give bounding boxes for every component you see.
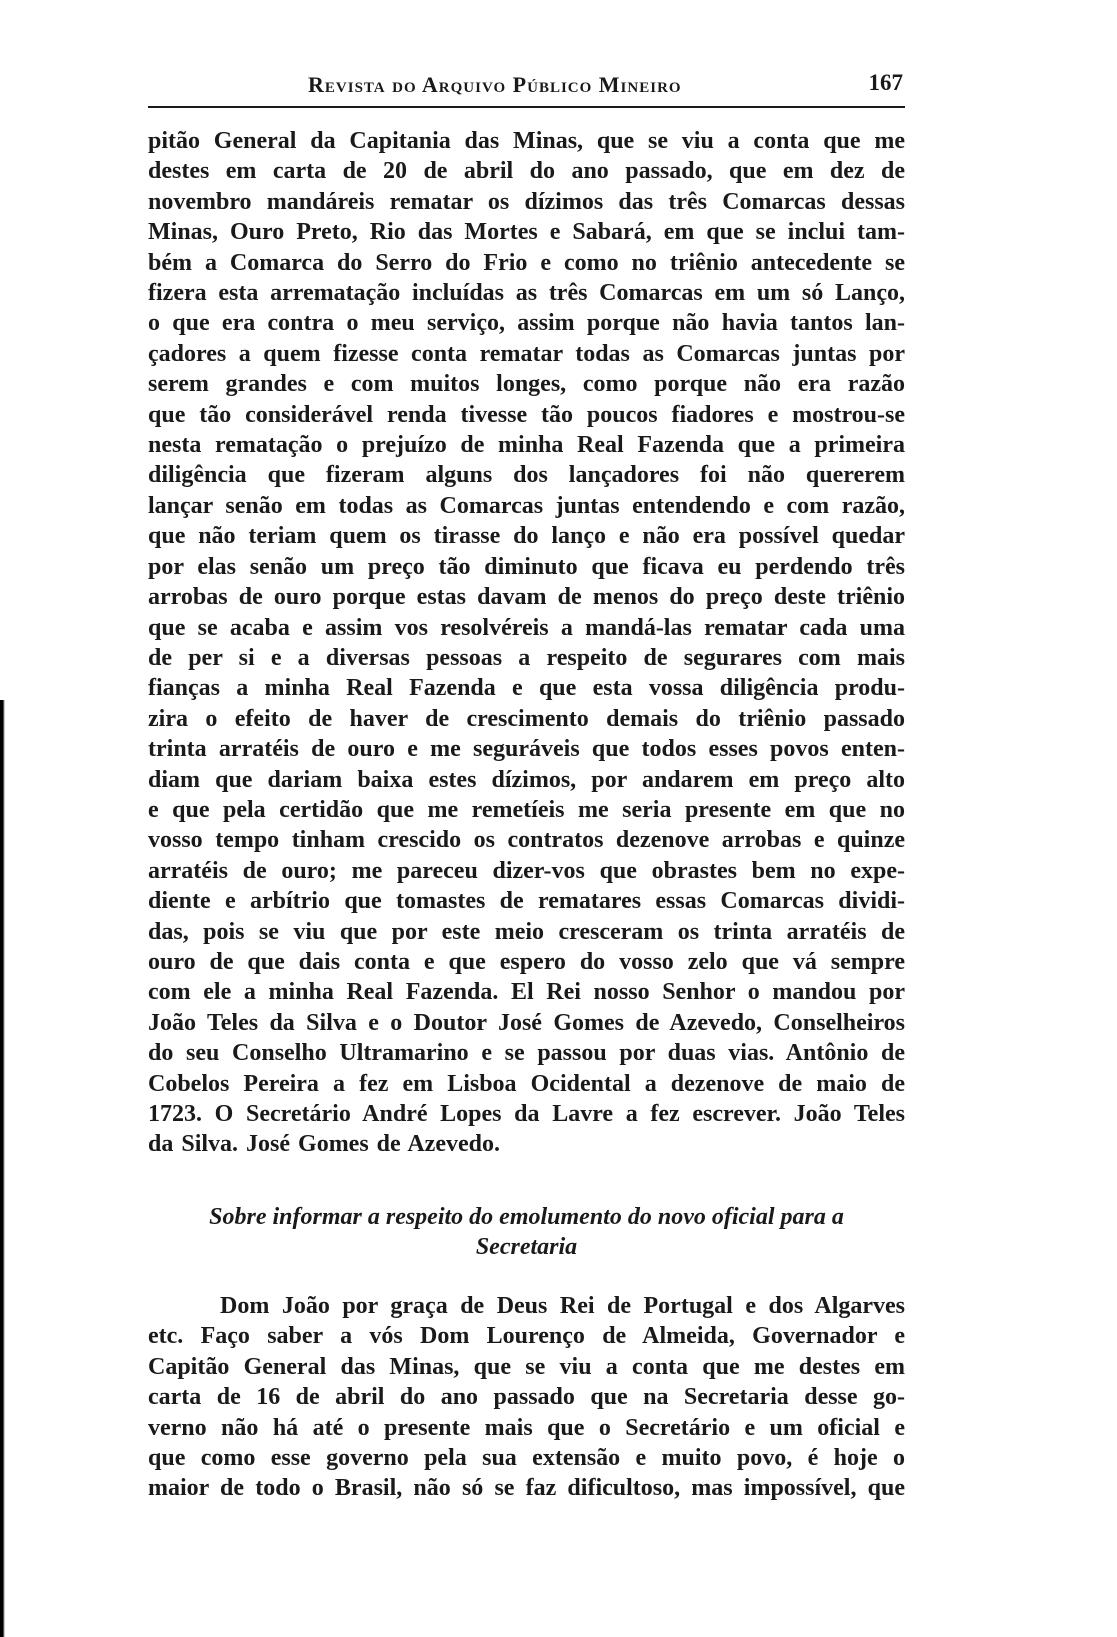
- text-line: nesta rematação o prejuízo de minha Real Fazenda que a primeira: [148, 432, 905, 459]
- text-line: Cobelos Pereira a fez em Lisboa Ocidental a dezenove de maio de: [148, 1070, 905, 1097]
- text-line: da Silva. José Gomes de Azevedo.: [148, 1131, 500, 1158]
- text-line: zira o efeito de haver de crescimento demais do triênio passado: [148, 705, 905, 732]
- section-heading-line: Sobre informar a respeito do emolumento do novo oficial para a: [209, 1204, 844, 1230]
- text-line: destes em carta de 20 de abril do ano passado, que em dez de: [148, 158, 905, 185]
- text-line: 1723. O Secretário André Lopes da Lavre a fez escrever. João Teles: [148, 1101, 905, 1127]
- text-line: que se acaba e assim vos resolvéreis a mandá-las rematar cada uma: [148, 614, 905, 641]
- section-heading-line: Secretaria: [475, 1234, 578, 1260]
- text-line: lançar senão em todas as Comarcas juntas entendendo e com razão,: [148, 492, 905, 519]
- text-line: que não teriam quem os tirasse do lanço e não era possível quedar: [148, 523, 905, 550]
- text-line: carta de 16 de abril do ano passado que na Secretaria desse go-: [148, 1384, 905, 1411]
- text-line: arrobas de ouro porque estas davam de menos do preço deste triênio: [148, 584, 905, 611]
- text-line: Dom João por graça de Deus Rei de Portugal e dos Algarves: [220, 1293, 905, 1319]
- text-line: maior de todo o Brasil, não só se faz dificultoso, mas impossível, que: [148, 1475, 905, 1502]
- text-line: diligência que fizeram alguns dos lançadores foi não quererem: [148, 462, 905, 489]
- page-number: 167: [868, 70, 903, 95]
- text-line: das, pois se viu que por este meio cresceram os trinta arratéis de: [148, 918, 905, 945]
- text-line: do seu Conselho Ultramarino e se passou por duas vias. Antônio de: [148, 1040, 905, 1067]
- section-heading: [148, 1202, 905, 1262]
- text-line: çadores a quem fizesse conta rematar todas as Comarcas juntas por: [148, 340, 905, 367]
- text-line: novembro mandáreis rematar os dízimos das três Comarcas dessas: [148, 188, 905, 215]
- text-line: por elas senão um preço tão diminuto que ficava eu perdendo três: [148, 553, 905, 580]
- section-heading-block: [148, 1202, 905, 1262]
- text-line: diente e arbítrio que tomastes de rematares essas Comarcas dividi-: [148, 888, 905, 915]
- text-line: com ele a minha Real Fazenda. El Rei nosso Senhor o mandou por: [148, 979, 905, 1006]
- body-text-block-2: [148, 1291, 905, 1504]
- text-line: vosso tempo tinham crescido os contratos dezenove arrobas e quinze: [148, 827, 905, 854]
- text-line: e que pela certidão que me remetíeis me seria presente em que no: [148, 796, 905, 823]
- text-line: arratéis de ouro; me pareceu dizer-vos que obrastes bem no expe-: [148, 857, 905, 884]
- text-line: Minas, Ouro Preto, Rio das Mortes e Sabará, em que se inclui tam-: [148, 219, 905, 246]
- text-line: diam que dariam baixa estes dízimos, por andarem em preço alto: [148, 766, 905, 793]
- text-line: etc. Faço saber a vós Dom Lourenço de Almeida, Governador e: [148, 1323, 905, 1350]
- body-text-block: [148, 126, 905, 1160]
- text-line: que como esse governo pela sua extensão e muito povo, é hoje o: [148, 1445, 905, 1472]
- scan-binding-shadow: [0, 700, 5, 1637]
- paragraph-continued: [148, 126, 905, 1160]
- paragraph-royal-letter: [148, 1291, 905, 1504]
- text-line: trinta arratéis de ouro e me seguráveis que todos esses povos enten-: [148, 736, 905, 763]
- text-line: serem grandes e com muitos longes, como porque não era razão: [148, 371, 905, 398]
- text-line: pitão General da Capitania das Minas, que se viu a conta que me: [148, 128, 905, 154]
- text-line: fizera esta arrematação incluídas as três Comarcas em um só Lanço,: [148, 280, 905, 307]
- text-line: de per si e a diversas pessoas a respeito de segurares com mais: [148, 644, 905, 671]
- text-line: Capitão General das Minas, que se viu a conta que me destes em: [148, 1353, 905, 1380]
- text-line: fianças a minha Real Fazenda e que esta vossa diligência produ-: [148, 675, 905, 702]
- text-line: o que era contra o meu serviço, assim porque não havia tantos lan-: [148, 310, 905, 337]
- text-line: ouro de que dais conta e que espero do vosso zelo que vá sempre: [148, 948, 905, 975]
- text-line: que tão considerável renda tivesse tão poucos fiadores e mostrou-se: [148, 401, 905, 428]
- text-line: verno não há até o presente mais que o Secretário e um oficial e: [148, 1414, 905, 1441]
- running-header: [148, 62, 905, 108]
- text-line: bém a Comarca do Serro do Frio e como no triênio antecedente se: [148, 249, 905, 276]
- running-title: Revista do Arquivo Público Mineiro: [308, 72, 682, 97]
- text-line: João Teles da Silva e o Doutor José Gomes de Azevedo, Conselheiros: [148, 1009, 905, 1036]
